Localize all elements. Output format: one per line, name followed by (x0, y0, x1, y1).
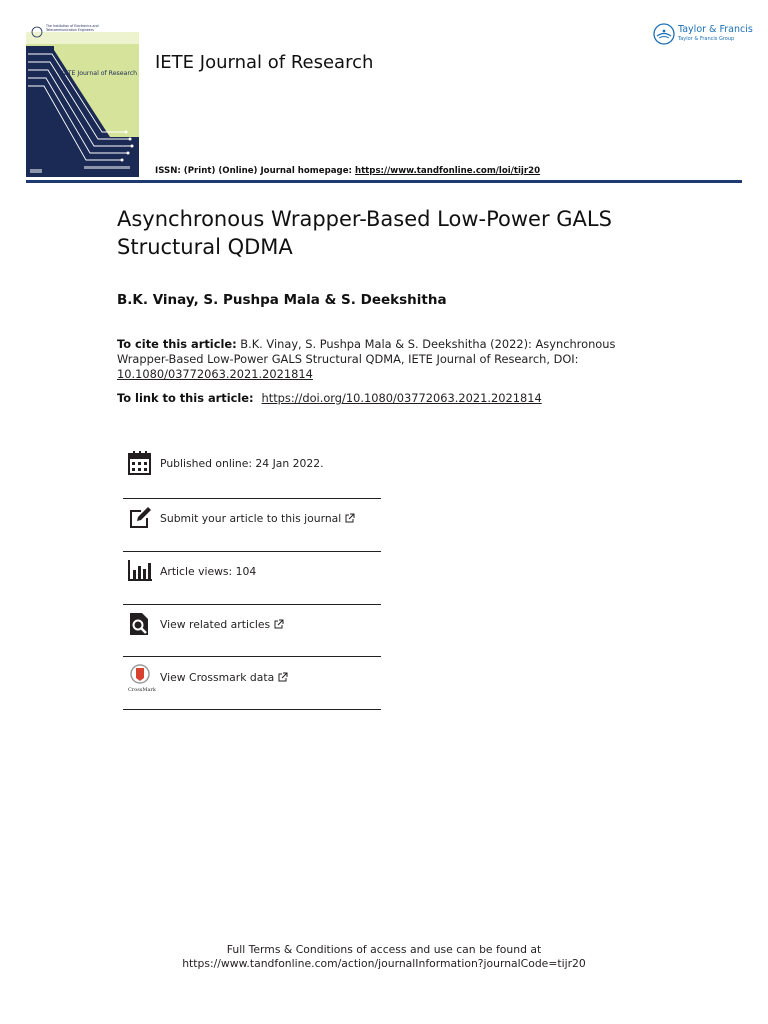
cite-label: To cite this article: (117, 337, 237, 351)
cover-journal-name: IETE Journal of Research (62, 70, 138, 77)
submit-article-text: Submit your article to this journal (160, 512, 342, 525)
info-divider (123, 604, 381, 605)
footer-terms-line: Full Terms & Conditions of access and use can be found at (226, 943, 542, 956)
footer-terms-url[interactable]: https://www.tandfonline.com/action/journalInformation?journalCode=tijr20 (182, 957, 586, 970)
calendar-icon (127, 450, 153, 476)
edit-icon (127, 505, 153, 531)
taylor-francis-logo[interactable] (653, 22, 753, 48)
journal-title: IETE Journal of Research (155, 52, 374, 73)
cite-text: B.K. Vinay, S. Pushpa Mala & S. Deekshitha (2022): Asynchronous Wrapper-Based Low-Power GALS Structural QDMA, IETE Journal of Research, DOI: (117, 337, 616, 366)
article-link-line (117, 391, 542, 405)
crossmark-row[interactable] (123, 660, 381, 700)
journal-homepage-link[interactable]: https://www.tandfonline.com/loi/tijr20 (354, 166, 541, 176)
published-online-row (123, 446, 381, 486)
cover-society-name: The Institution of Electronics and Telecommunication Engineers (46, 24, 99, 32)
article-authors: B.K. Vinay, S. Pushpa Mala & S. Deekshitha (117, 292, 447, 308)
bar-chart-icon (127, 558, 153, 584)
info-divider (123, 709, 381, 710)
crossmark-link[interactable] (160, 671, 288, 684)
article-doi-url[interactable]: https://doi.org/10.1080/03772063.2021.2021814 (261, 391, 542, 405)
submit-article-link[interactable] (160, 512, 355, 525)
external-link-icon (278, 672, 288, 682)
publisher-emblem-icon (653, 23, 675, 45)
published-online-text: Published online: 24 Jan 2022. (160, 457, 324, 470)
link-label: To link to this article: (117, 391, 258, 405)
crossmark-icon-text: CrossMark (128, 687, 156, 693)
journal-cover-thumbnail (26, 22, 139, 177)
submit-article-row[interactable] (123, 501, 381, 541)
citation-block (117, 337, 637, 382)
article-views-text: Article views: 104 (160, 565, 257, 578)
issn-line (155, 166, 540, 176)
document-search-icon (127, 611, 153, 637)
issn-prefix: ISSN: (Print) (Online) Journal homepage: (155, 166, 355, 176)
article-title: Asynchronous Wrapper-Based Low-Power GALS Structural QDMA (117, 207, 612, 259)
header-divider (26, 180, 742, 183)
related-articles-text: View related articles (160, 618, 271, 631)
info-divider (123, 656, 381, 657)
external-link-icon (274, 619, 284, 629)
crossmark-text: View Crossmark data (160, 671, 275, 684)
info-divider (123, 498, 381, 499)
doi-link[interactable]: 10.1080/03772063.2021.2021814 (117, 367, 313, 381)
article-views-row (123, 554, 381, 594)
footer-terms (0, 943, 768, 971)
info-divider (123, 551, 381, 552)
publisher-group: Taylor & Francis Group (678, 36, 735, 42)
related-articles-link[interactable] (160, 618, 284, 631)
publisher-name: Taylor & Francis (678, 24, 753, 35)
external-link-icon (345, 513, 355, 523)
related-articles-row[interactable] (123, 607, 381, 647)
